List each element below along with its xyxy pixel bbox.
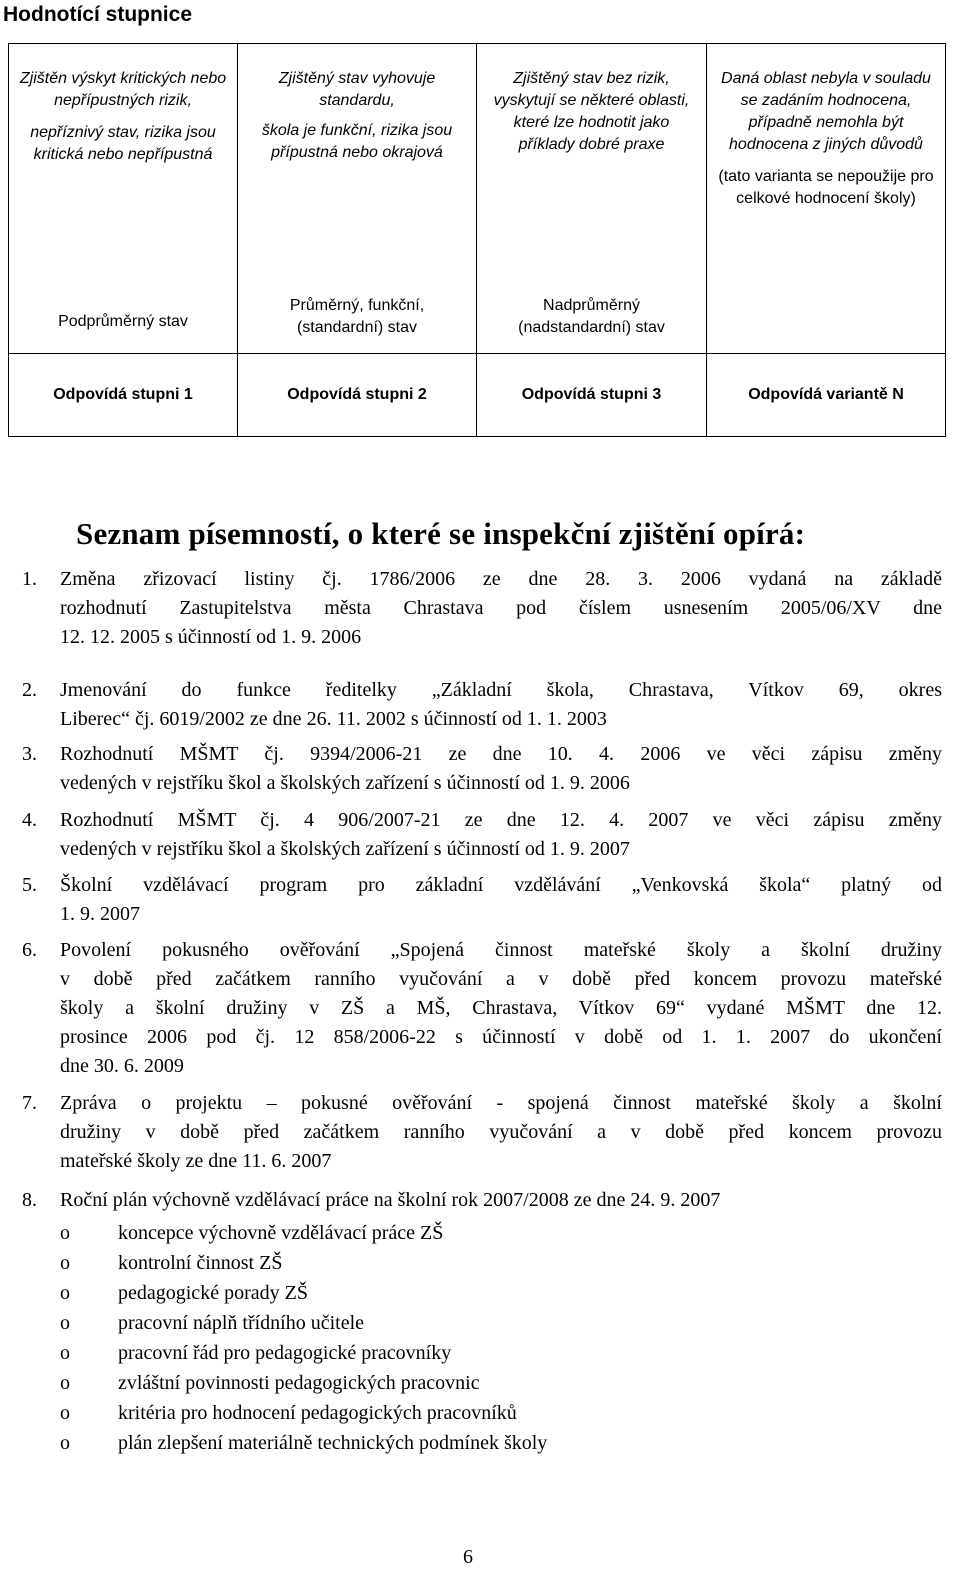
plan-subitem [60, 1309, 364, 1338]
scale-1-level: Podprůměrný stav [58, 313, 188, 330]
document-number: 2. [22, 679, 37, 701]
bullet-marker: o [60, 1222, 70, 1244]
document-text-line: Povolení pokusného ověřování „Spojená činnost mateřské školy a školní družiny [60, 939, 942, 961]
plan-subitem-text: zvláštní povinnosti pedagogických pracovnic [118, 1372, 480, 1394]
document-text-line: vedených v rejstříku škol a školských zařízení s účinností od 1. 9. 2007 [60, 838, 630, 860]
plan-subitem-text: pedagogické porady ZŠ [118, 1282, 308, 1304]
document-number: 5. [22, 874, 37, 896]
plan-subitem [60, 1249, 282, 1278]
scale-cell-1 [8, 43, 237, 353]
document-text-line: dne 30. 6. 2009 [60, 1055, 184, 1077]
plan-subitem-text: plán zlepšení materiálně technických podmínek školy [118, 1432, 548, 1454]
scale-3-footer: Odpovídá stupni 3 [476, 353, 706, 437]
scale-3-level: Nadprůměrný (nadstandardní) stav [518, 297, 665, 336]
document-number: 4. [22, 809, 37, 831]
document-text-line: vedených v rejstříku škol a školských zařízení s účinností od 1. 9. 2006 [60, 772, 630, 794]
document-item [22, 936, 942, 1081]
scale-4-note: (tato varianta se nepoužije pro celkové hodnocení školy) [718, 168, 934, 207]
plan-subitem [60, 1399, 517, 1428]
scale-2-description-a: Zjištěný stav vyhovuje standardu, [278, 70, 436, 109]
scale-2-footer: Odpovídá stupni 2 [237, 353, 476, 437]
scale-1-description-a: Zjištěn výskyt kritických nebo nepřípustných rizik, [19, 70, 227, 109]
scale-cell-3 [476, 43, 706, 353]
bullet-marker: o [60, 1372, 70, 1394]
document-item [22, 565, 942, 652]
document-number: 8. [22, 1189, 37, 1211]
scale-cell-4 [706, 43, 946, 353]
plan-subitem-text: pracovní náplň třídního učitele [118, 1312, 365, 1334]
document-text-line: Liberec“ čj. 6019/2002 ze dne 26. 11. 2002 s účinností od 1. 1. 2003 [60, 708, 607, 730]
document-text-line: Rozhodnutí MŠMT čj. 4 906/2007-21 ze dne 12. 4. 2007 ve věci zápisu změny [60, 809, 942, 831]
document-item [22, 806, 942, 864]
plan-subitem [60, 1429, 547, 1458]
document-text-line: 12. 12. 2005 s účinností od 1. 9. 2006 [60, 626, 362, 648]
plan-subitem [60, 1279, 308, 1308]
document-number: 6. [22, 939, 37, 961]
bullet-marker: o [60, 1252, 70, 1274]
document-item [22, 740, 942, 798]
document-text-line: 1. 9. 2007 [60, 903, 140, 925]
bullet-marker: o [60, 1342, 70, 1364]
scale-1-description-b: nepříznivý stav, rizika jsou kritická nebo nepřípustná [30, 124, 216, 163]
plan-subitem [60, 1219, 443, 1248]
document-text-line: Změna zřizovací listiny čj. 1786/2006 ze dne 28. 3. 2006 vydaná na základě [60, 568, 942, 590]
document-text-line: v době před začátkem ranního vyučování a v době před koncem provozu mateřské [60, 968, 942, 990]
document-item [22, 1089, 942, 1176]
scale-3-description: Zjištěný stav bez rizik, vyskytují se některé oblasti, které lze hodnotit jako příklady dobré praxe [493, 70, 690, 153]
document-text-line: Jmenování do funkce ředitelky „Základní škola, Chrastava, Vítkov 69, okres [60, 679, 942, 701]
scale-1-footer: Odpovídá stupni 1 [8, 353, 237, 437]
scale-2-description-b: škola je funkční, rizika jsou přípustná nebo okrajová [261, 122, 453, 161]
plan-subitem-text: pracovní řád pro pedagogické pracovníky [118, 1342, 452, 1364]
document-number: 7. [22, 1092, 37, 1114]
document-number: 3. [22, 743, 37, 765]
bullet-marker: o [60, 1282, 70, 1304]
section-heading: Hodnotící stupnice [3, 3, 192, 26]
bullet-marker: o [60, 1432, 70, 1454]
document-text-line: Školní vzdělávací program pro základní vzdělávání „Venkovská škola“ platný od [60, 874, 942, 896]
rating-scale-table [8, 43, 958, 437]
bullet-marker: o [60, 1312, 70, 1334]
plan-subitem [60, 1369, 480, 1398]
scale-2-level: Průměrný, funkční, (standardní) stav [289, 297, 425, 336]
document-text-line: družiny v době před začátkem ranního vyučování a v době před koncem provozu [60, 1121, 942, 1143]
plan-subitem-text: koncepce výchovně vzdělávací práce ZŠ [118, 1222, 444, 1244]
document-item [22, 871, 942, 929]
document-text-line: mateřské školy ze dne 11. 6. 2007 [60, 1150, 332, 1172]
scale-cell-2 [237, 43, 476, 353]
scale-4-description: Daná oblast nebyla v souladu se zadáním hodnocena, případně nemohla být hodnocena z jiných důvodů [721, 70, 931, 153]
document-text-line: Roční plán výchovně vzdělávací práce na školní rok 2007/2008 ze dne 24. 9. 2007 [60, 1189, 721, 1211]
document-number: 1. [22, 568, 37, 590]
bullet-marker: o [60, 1402, 70, 1424]
scale-4-footer: Odpovídá variantě N [706, 353, 946, 437]
document-text-line: školy a školní družiny v ZŠ a MŠ, Chrastava, Vítkov 69“ vydané MŠMT dne 12. [60, 997, 942, 1019]
plan-subitem [60, 1339, 451, 1368]
document-text-line: rozhodnutí Zastupitelstva města Chrastava pod číslem usnesením 2005/06/XV dne [60, 597, 942, 619]
page-number: 6 [463, 1546, 473, 1568]
document-text-line: Rozhodnutí MŠMT čj. 9394/2006-21 ze dne 10. 4. 2006 ve věci zápisu změny [60, 743, 942, 765]
document-text-line: prosince 2006 pod čj. 12 858/2006-22 s účinností v době od 1. 1. 2007 do ukončení [60, 1026, 942, 1048]
document-item [22, 1186, 942, 1215]
document-text-line: Zpráva o projektu – pokusné ověřování - spojená činnost mateřské školy a školní [60, 1092, 942, 1114]
documents-list-title: Seznam písemností, o které se inspekční zjištění opírá: [76, 516, 806, 551]
plan-subitem-text: kontrolní činnost ZŠ [118, 1252, 283, 1274]
document-item [22, 676, 942, 734]
plan-subitem-text: kritéria pro hodnocení pedagogických pracovníků [118, 1402, 517, 1424]
